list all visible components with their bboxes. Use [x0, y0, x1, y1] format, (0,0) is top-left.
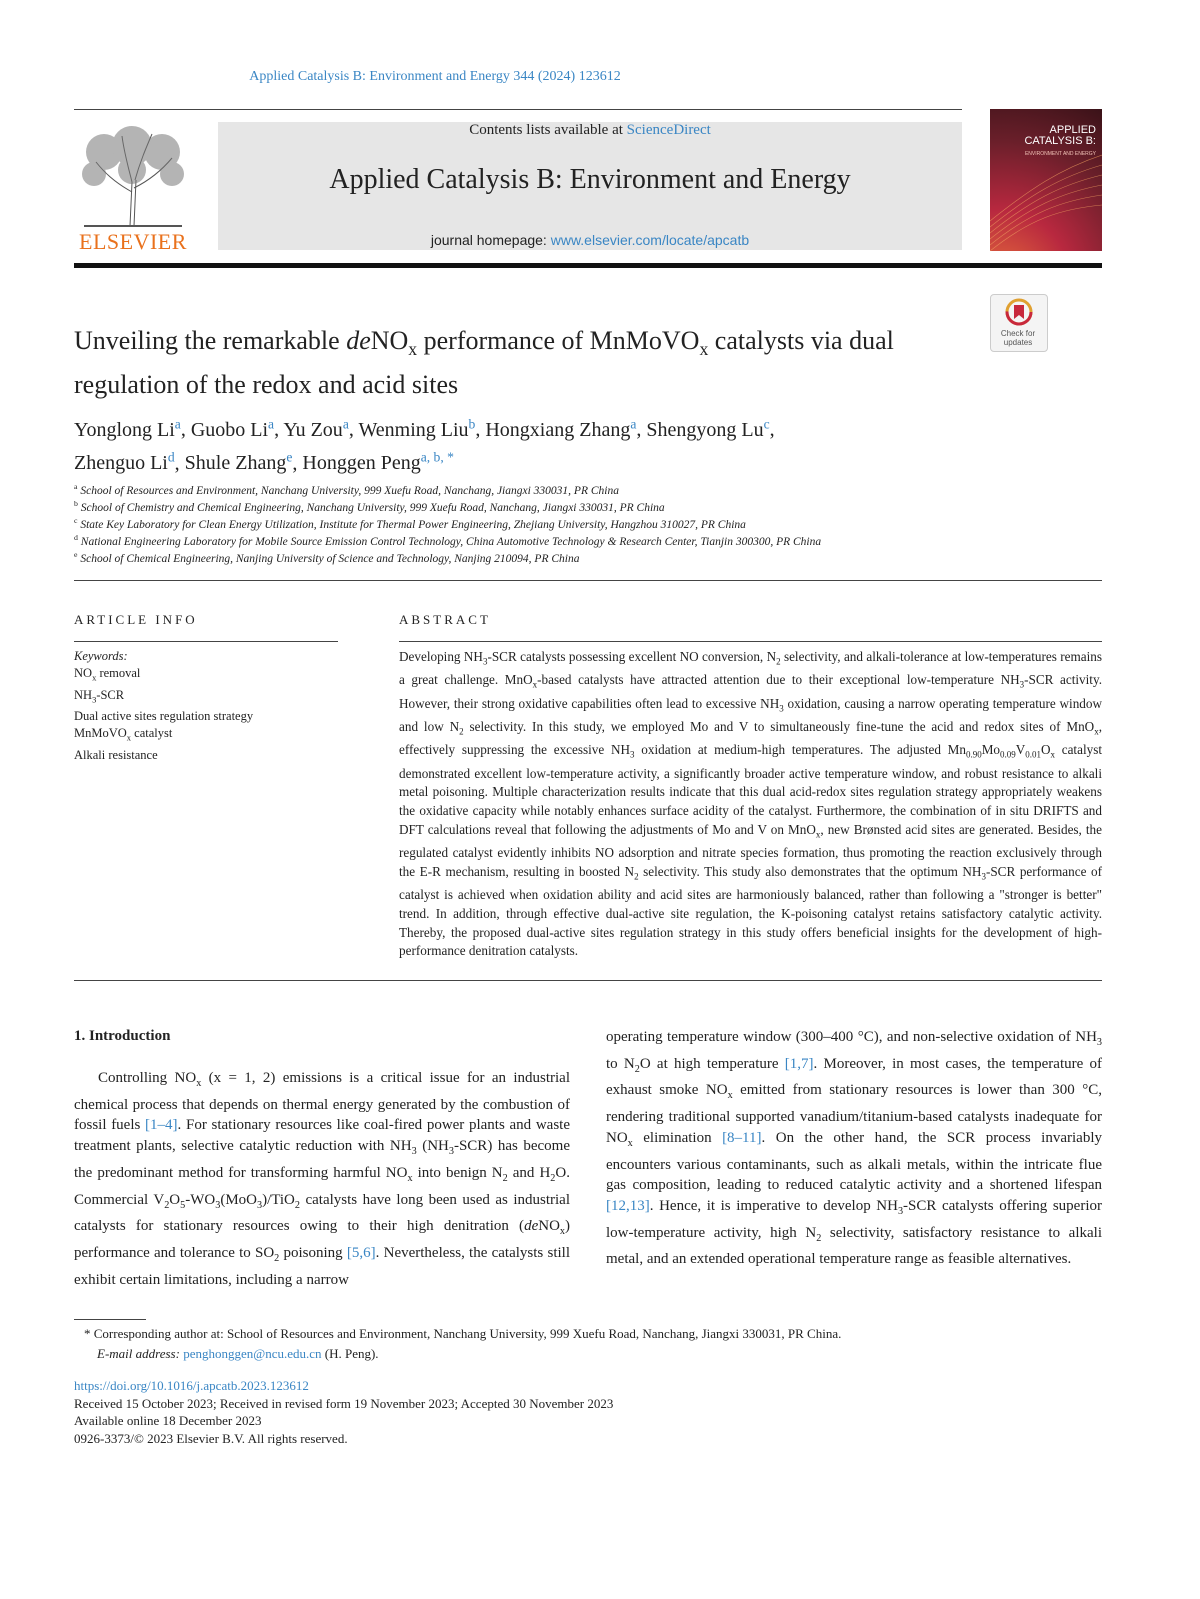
- available-online: Available online 18 December 2023: [74, 1413, 262, 1428]
- author[interactable]: Shengyong Lu$^c$: [646, 416, 770, 441]
- publication-info: [74, 1377, 1102, 1447]
- keywords-label: Keywords:: [74, 649, 128, 663]
- reference-link[interactable]: [12,13]: [606, 1197, 650, 1214]
- section-rule: [74, 580, 1102, 581]
- keyword: Alkali resistance: [74, 747, 158, 762]
- cover-subtitle: ENVIRONMENT AND ENERGY: [1024, 151, 1096, 157]
- contents-prefix: Contents lists available at: [469, 122, 627, 138]
- keyword: Dual active sites regulation strategy: [74, 709, 254, 723]
- reference-link[interactable]: [1,7]: [784, 1055, 814, 1072]
- article-title: [74, 323, 974, 402]
- footnote-text: Corresponding author at: School of Resources and Environment, Nanchang University, 999 Xuefu Road, Nanchang, Jiangxi 330031, PR China.: [90, 1326, 842, 1341]
- affiliation: $^a$ School of Resources and Environment, Nanchang University, 999 Xuefu Road, Nanchang, Jiangxi 330031, PR China: [74, 482, 619, 497]
- title-text: catalysts via dual regulation of the redox and acid sites: [74, 326, 894, 400]
- author[interactable]: Guobo Li$^a$: [190, 416, 275, 441]
- footnote-rule: [74, 1319, 146, 1320]
- journal-cover-image: [990, 109, 1102, 251]
- header-thick-rule: [74, 263, 1102, 268]
- title-italic: de: [346, 326, 371, 355]
- article-info-rule: [74, 641, 338, 642]
- affiliation: $^b$ School of Chemistry and Chemical Engineering, Nanchang University, 999 Xuefu Road, Nanchang, Jiangxi 330031, PR China: [74, 499, 665, 514]
- reference-link[interactable]: [1–4]: [145, 1117, 178, 1134]
- introduction-heading: 1. Introduction: [74, 1028, 171, 1044]
- reference-link[interactable]: [8–11]: [722, 1129, 762, 1146]
- check-for-updates-label: Check for updates: [1000, 329, 1036, 347]
- affiliation: $^e$ School of Chemical Engineering, Nanjing University of Science and Technology, Nanjing 210094, PR China: [74, 550, 580, 565]
- abstract-rule: [399, 641, 1102, 642]
- corresponding-author-footnote: [74, 1324, 1102, 1364]
- author[interactable]: Hongxiang Zhang$^a$: [485, 416, 637, 441]
- keyword: MnMoVO$_x$ catalyst: [74, 726, 173, 743]
- abstract-heading: ABSTRACT: [399, 612, 491, 627]
- received-dates: Received 15 October 2023; Received in revised form 19 November 2023; Accepted 30 November 2023: [74, 1395, 614, 1411]
- homepage-line: [218, 232, 962, 248]
- footnote-mark: *: [84, 1326, 91, 1341]
- author[interactable]: Zhenguo Li$^d$: [74, 449, 175, 475]
- contents-line: [218, 122, 962, 139]
- elsevier-wordmark: ELSEVIER: [79, 229, 187, 254]
- intro-left-column: Controlling $NO_x$ (x = 1, 2) emissions is a critical issue for an industrial chemical process that depends on thermal energy generated by the combustion of fossil fuels [1–4]. For stationary resources like coal-fired power plants and waste treatment plants, selective catalytic reduction with $NH_3$ $(NH_3-SCR)$ has become the predominant method for transforming harmful $NO_x$ into benign $N_2$ and $H_2O$. Commercial $V_2O_5-WO_3(MoO_3)/TiO_2$ catalysts have long been used as industrial catalysts for stationary resources owing to their high denitration (deNO$_x$) performance and tolerance to $SO_2$ poisoning [5,6]. Nevertheless, the catalysts still exhibit certain limitations, including a narrow: [74, 1070, 570, 1288]
- copyright: 0926-3373/© 2023 Elsevier B.V. All rights reserved.: [74, 1430, 348, 1446]
- affiliation: $^d$ National Engineering Laboratory for Mobile Source Emission Control Technology, China Automotive Technology & Research Center, Tianjin 300300, PR China: [74, 533, 822, 548]
- author[interactable]: Yu Zou$^a$: [283, 416, 349, 441]
- article-info-heading: ARTICLE INFO: [74, 612, 198, 627]
- bookmark-icon: [991, 295, 1047, 331]
- title-text: NO: [370, 326, 409, 355]
- author-list: Yonglong Li$^a$, Guobo Li$^a$, Yu Zou$^a$, Wenming Liu$^b$, Hongxiang Zhang$^a$, Shengyong Lu$^c$, Zhenguo Li$^d$, Shule Zhang$^e$, Honggen Peng$^{a, b, *}$: [74, 416, 775, 475]
- intro-right-column: operating temperature window (300–400 °C), and non-selective oxidation of $NH_3$ to $N_2O$ at high temperature [1,7]. Moreover, in most cases, the temperature of exhaust smoke $NO_x$ emitted from stationary resources is lower than 300 °C, rendering traditional supported vanadium/titanium-based catalysts inadequate for $NO_x$ elimination [8–11]. On the other hand, the SCR process invariably encounters various contaminants, such as alkali metals, within the intricate flue gas composition, leading to reduced catalytic activity and a shortened lifespan [12,13]. Hence, it is imperative to develop $NH_3$-SCR catalysts offering superior low-temperature activity, high $N_2$ selectivity, satisfactory resistance to alkali metal, and an extended operational temperature range as feasible alternatives.: [606, 1029, 1103, 1268]
- journal-citation[interactable]: Applied Catalysis B: Environment and Energy 344 (2024) 123612: [249, 69, 621, 84]
- keyword: $NH_3$-SCR: [74, 687, 125, 704]
- title-text: Unveiling the remarkable: [74, 326, 347, 355]
- email-suffix: (H. Peng).: [321, 1346, 379, 1361]
- email-label: E-mail address:: [97, 1346, 184, 1361]
- abstract-text: Developing $NH_3$-SCR catalysts possessing excellent NO conversion, $N_2$ selectivity, and alkali-tolerance at low-temperatures remains a great challenge. MnO$_x$-based catalysts have attracted attention due to their exceptional low-temperature $NH_3$-SCR activity. However, their strong oxidative capabilities often lead to excessive $NH_3$ oxidation, causing a narrow operating temperature window and low $N_2$ selectivity. In this study, we employed Mo and V to simultaneously fine-tune the acid and redox sites of MnO$_x$, effectively suppressing the excessive $NH_3$ oxidation at medium-high temperatures. The adjusted $Mn_{0.90}Mo_{0.09}V_{0.01}O_x$ catalyst demonstrated excellent low-temperature activity, a significantly broader active temperature window, and robust resistance to alkali metal poisoning. Multiple characterization results indicate that this dual acid-redox sites regulation strategy appropriately weakens the oxidative capacity while notably enhances surface acidity of the catalyst. Furthermore, the combination of in situ DRIFTS and DFT calculations reveal that following the adjustments of Mo and V on MnO$_x$, new Brønsted acid sites are generated. Besides, the regulated catalyst evidently inhibits NO adsorption and nitrate species formation, thus promoting the reaction exclusively through the E-R mechanism, resulting in boosted $N_2$ selectivity. This study also demonstrates that the optimum $NH_3$-SCR performance of catalyst is achieved when oxidation ability and acid sites are harmoniously balanced, rather than following a "stronger is better" trend. In addition, through effective dual-active site regulation, the K-poisoning catalyst retains satisfactory catalytic activity. Thereby, the proposed dual-active sites regulation strategy in this study offers beneficial insights for the development of high-performance denitration catalysts.: [399, 649, 1102, 959]
- keywords-block: [74, 648, 338, 764]
- homepage-link[interactable]: www.elsevier.com/locate/apcatb: [550, 232, 750, 248]
- sciencedirect-link[interactable]: ScienceDirect: [626, 122, 711, 138]
- title-text: performance of MnMoVO: [417, 326, 700, 355]
- abstract-end-rule: [74, 980, 1102, 981]
- homepage-prefix: journal homepage:: [430, 232, 551, 248]
- author[interactable]: Yonglong Li$^a$: [74, 416, 181, 441]
- author[interactable]: Shule Zhang$^e$: [184, 449, 293, 475]
- cover-title: APPLIED CATALYSIS B:: [1024, 124, 1096, 147]
- keyword: $NO_x$ removal: [74, 666, 141, 683]
- doi-link[interactable]: https://doi.org/10.1016/j.apcatb.2023.123612: [74, 1378, 309, 1393]
- author[interactable]: Wenming Liu$^b$: [358, 416, 476, 441]
- author[interactable]: Honggen Peng$^{a, b, *}$: [302, 449, 454, 475]
- title-subscript: x: [408, 339, 418, 360]
- email-link[interactable]: penghonggen@ncu.edu.cn: [183, 1346, 322, 1361]
- title-subscript: x: [699, 339, 709, 360]
- header-rule: [74, 109, 962, 110]
- journal-name: Applied Catalysis B: Environment and Energy: [329, 164, 851, 195]
- reference-link[interactable]: [5,6]: [346, 1244, 376, 1261]
- affiliation: $^c$ State Key Laboratory for Clean Energy Utilization, Institute for Thermal Power Engineering, Zhejiang University, Hangzhou 310027, PR China: [74, 516, 746, 531]
